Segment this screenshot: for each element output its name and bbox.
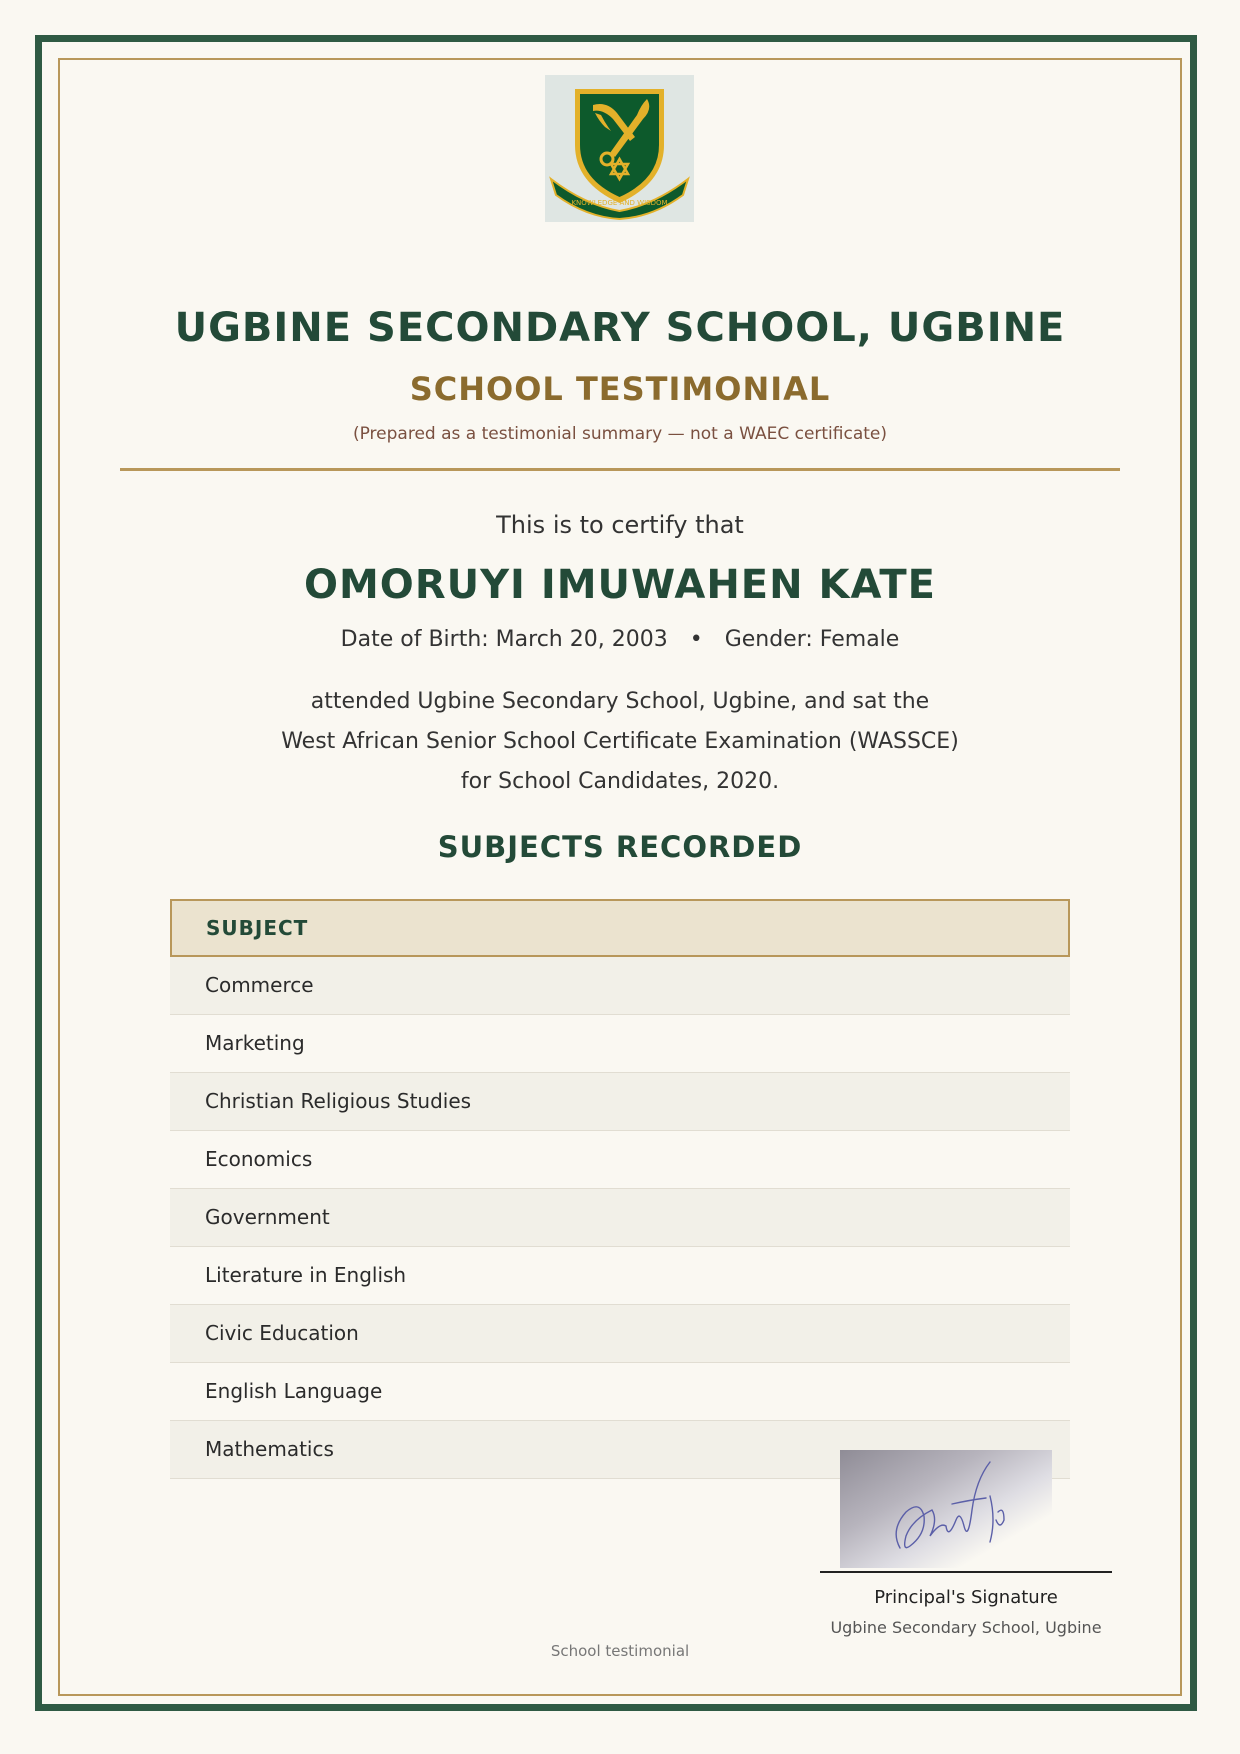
handwritten-signature-icon [840,1450,1052,1568]
shield-icon [545,75,694,222]
document-title: SCHOOL TESTIMONIAL [409,370,831,408]
table-row: Commerce [170,957,1070,1015]
signature-line [820,1571,1112,1573]
school-name-title: UGBINE SECONDARY SCHOOL, UGBINE [174,305,1066,351]
date-of-birth: Date of Birth: March 20, 2003 [340,627,668,652]
signature-school: Ugbine Secondary School, Ugbine [830,1618,1102,1637]
header-divider [120,468,1120,471]
statement-line-2: West African Senior School Certificate Examination (WASSCE) [281,729,959,754]
document-note: (Prepared as a testimonial summary — not a WAEC certificate) [352,424,888,444]
subjects-section-title: SUBJECTS RECORDED [437,830,803,864]
footer-text: School testimonial [550,1642,690,1660]
table-header-subject: SUBJECT [170,899,1070,957]
student-details [0,627,1240,652]
subjects-table [170,899,1070,1479]
table-row: Christian Religious Studies [170,1073,1070,1131]
table-row: Literature in English [170,1247,1070,1305]
statement-line-3: for School Candidates, 2020. [460,769,780,794]
table-row: Civic Education [170,1305,1070,1363]
table-row: English Language [170,1363,1070,1421]
table-row: Mathematics [170,1421,1070,1479]
attendance-statement [0,682,1240,802]
certify-text: This is to certify that [496,511,744,539]
signature-image [840,1450,1052,1568]
table-row: Marketing [170,1015,1070,1073]
crest-motto-text: KNOWLEDGE AND WISDOM [571,199,668,207]
signature-label: Principal's Signature [874,1587,1058,1608]
gender: Gender: Female [724,627,900,652]
table-row: Economics [170,1131,1070,1189]
details-separator: • [689,627,703,652]
school-crest-logo [545,75,694,222]
table-row: Government [170,1189,1070,1247]
statement-line-1: attended Ugbine Secondary School, Ugbine, and sat the [310,689,930,714]
student-name: OMORUYI IMUWAHEN KATE [304,562,936,608]
